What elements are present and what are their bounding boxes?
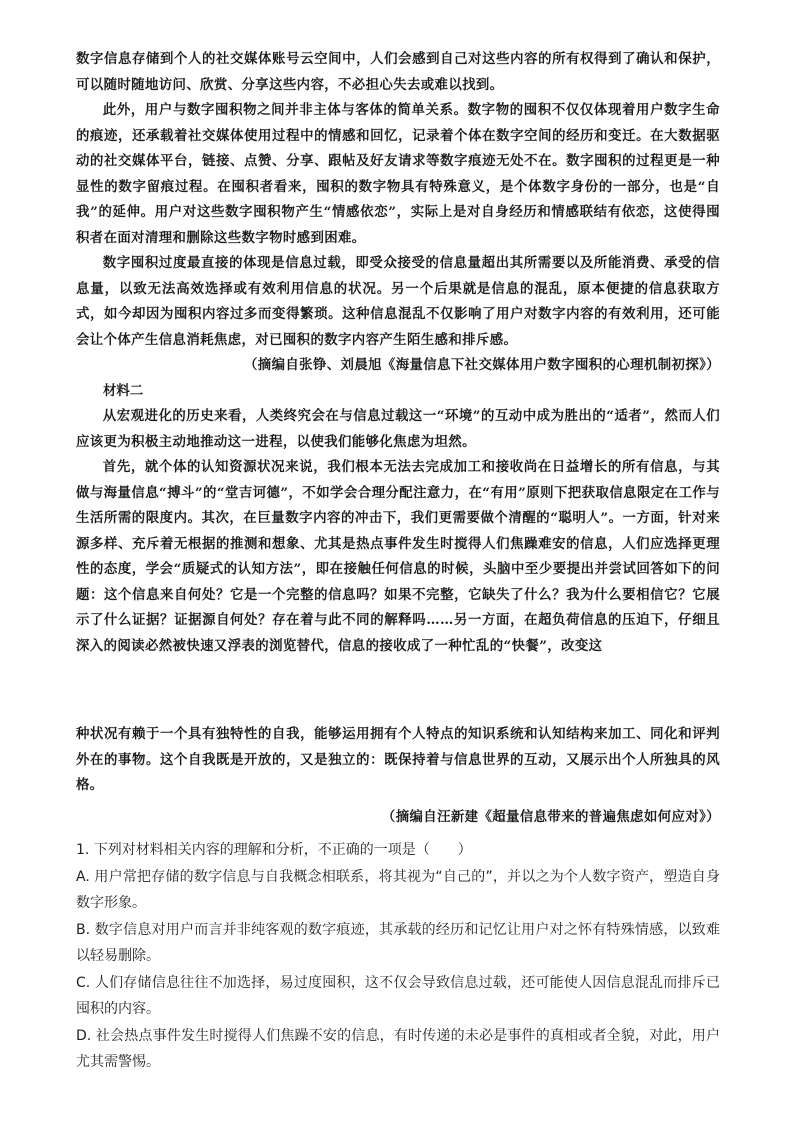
- material-one-continued: [76, 47, 720, 659]
- paragraph-1: 数字信息存储到个人的社交媒体账号云空间中，人们会感到自己对这些内容的所有权得到了确认和保护，可以随时随地访问、欣赏、分享这些内容，不必担心失去或难以找到。: [76, 51, 720, 93]
- paragraph-3: 数字囤积过度最直接的体现是信息过载，即受众接受的信息量超出其所需要以及所能消费、承受的信息量，以致无法高效选择或有效利用信息的状况。另一个后果就是信息的混乱，原本便捷的信息获取方式，如今却因为囤积内容过多而变得繁琐。这种信息混乱不仅影响了用户对数字内容的有效利用，还可能会让个体产生信息消耗焦虑，对已囤积的数字内容产生陌生感和排斥感。: [76, 255, 720, 348]
- paragraph-2: 此外，用户与数字囤积物之间并非主体与客体的简单关系。数字物的囤积不仅仅体现着用户数字生命的痕迹，还承载着社交媒体使用过程中的情感和回忆，记录着个体在数字空间的经历和变迁。在大数据驱动的社交媒体平台，链接、点赞、分享、跟帖及好友请求等数字痕迹无处不在。数字囤积的过程更是一种显性的数字留痕过程。在囤积者看来，囤积的数字物具有特殊意义，是个体数字身份的一部分，也是“自我”的延伸。用户对这些数字囤积物产生“情感依恋”，实际上是对自身经历和情感联结有依恋，这使得囤积者在面对清理和删除这些数字物时感到困难。: [76, 102, 720, 246]
- source-citation-2: （摘编自汪新建《超量信息带来的普遍焦虑如何应对》）: [381, 808, 720, 825]
- option-c: C. 人们存储信息往往不加选择，易过度囤积，这不仅会导致信息过载，还可能使人因信息混乱而排斥已囤积的内容。: [76, 974, 720, 1017]
- paragraph-6: 种状况有赖于一个具有独特性的自我，能够运用拥有个人特点的知识系统和认知结构来加工、同化和评判外在的事物。这个自我既是开放的，又是独立的：既保持着与信息世界的互动，又展示出个人所独具的风格。: [76, 726, 720, 793]
- option-a: A. 用户常把存储的数字信息与自我概念相联系，将其视为“自己的”，并以之为个人数字资产，塑造自身数字形象。: [76, 868, 720, 911]
- option-d: D. 社会热点事件发生时搅得人们焦躁不安的信息，有时传递的未必是事件的真相或者全貌，对此，用户尤其需警惕。: [76, 1027, 720, 1070]
- question-1: [76, 837, 720, 1076]
- material-two-continued: [76, 722, 720, 830]
- option-b: B. 数字信息对用户而言并非纯客观的数字痕迹，其承载的经历和记忆让用户对之怀有特殊情感，以致难以轻易删除。: [76, 921, 720, 964]
- paragraph-4: 从宏观进化的历史来看，人类终究会在与信息过载这一“环境”的互动中成为胜出的“适者”，然而人们应该更为积极主动地推动这一进程，以使我们能够化焦虑为坦然。: [76, 408, 720, 450]
- source-citation-1: （摘编自张铮、刘晨旭《海量信息下社交媒体用户数字囤积的心理机制初探》）: [244, 357, 720, 373]
- paragraph-5: 首先，就个体的认知资源状况来说，我们根本无法去完成加工和接收尚在日益增长的所有信息，与其做与海量信息“搏斗”的“堂吉诃德”，不如学会合理分配注意力，在“有用”原则下把获取信息限定在工作与生活所需的限度内。其次，在巨量数字内容的冲击下，我们更需要做个清醒的“聪明人”。一方面，针对来源多样、充斥着无根据的推测和想象、尤其是热点事件发生时搅得人们焦躁难安的信息，人们应选择更理性的态度，学会“质疑式的认知方法”，即在接触任何信息的时候，头脑中至少要提出并尝试回答如下的问题：这个信息来自何处？它是一个完整的信息吗？如果不完整，它缺失了什么？我为什么要相信它？它展示了什么证据？证据源自何处？存在着与此不同的解释吗……另一方面，在超负荷信息的压迫下，仔细且深入的阅读必然被快速又浮表的浏览替代，信息的接收成了一种忙乱的“快餐”，改变这: [76, 459, 720, 654]
- question-stem: 1. 下列对材料相关内容的理解和分析，不正确的一项是（ ）: [76, 842, 472, 858]
- material-two-heading: 材料二: [103, 382, 144, 399]
